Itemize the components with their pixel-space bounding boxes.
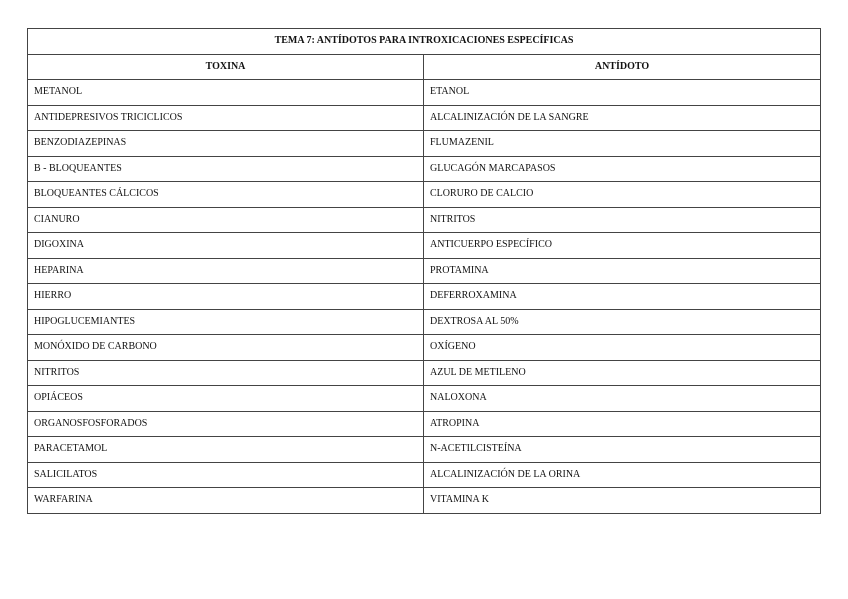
table-row (28, 360, 821, 386)
toxin-cell: B - BLOQUEANTES (28, 156, 424, 182)
antidote-table (27, 28, 821, 514)
table-row (28, 309, 821, 335)
antidote-cell: GLUCAGÓN MARCAPASOS (424, 156, 821, 182)
table-row (28, 105, 821, 131)
toxin-cell: METANOL (28, 80, 424, 106)
table-row (28, 156, 821, 182)
toxin-cell: HIPOGLUCEMIANTES (28, 309, 424, 335)
table-row (28, 207, 821, 233)
table-row (28, 462, 821, 488)
toxin-cell: SALICILATOS (28, 462, 424, 488)
antidote-cell: FLUMAZENIL (424, 131, 821, 157)
table-row (28, 386, 821, 412)
toxin-cell: NITRITOS (28, 360, 424, 386)
antidote-cell: CLORURO DE CALCIO (424, 182, 821, 208)
antidote-cell: DEXTROSA AL 50% (424, 309, 821, 335)
antidote-cell: DEFERROXAMINA (424, 284, 821, 310)
antidote-cell: OXÍGENO (424, 335, 821, 361)
toxin-cell: OPIÁCEOS (28, 386, 424, 412)
column-header-toxina: TOXINA (28, 54, 424, 80)
antidote-cell: ETANOL (424, 80, 821, 106)
toxin-cell: HEPARINA (28, 258, 424, 284)
table-row (28, 411, 821, 437)
toxin-cell: WARFARINA (28, 488, 424, 514)
toxin-cell: PARACETAMOL (28, 437, 424, 463)
table-row (28, 258, 821, 284)
toxin-cell: ANTIDEPRESIVOS TRICICLICOS (28, 105, 424, 131)
table-row (28, 80, 821, 106)
toxin-cell: HIERRO (28, 284, 424, 310)
antidote-cell: PROTAMINA (424, 258, 821, 284)
toxin-cell: BENZODIAZEPINAS (28, 131, 424, 157)
toxin-cell: DIGOXINA (28, 233, 424, 259)
table-row (28, 488, 821, 514)
antidote-cell: NITRITOS (424, 207, 821, 233)
table-row (28, 335, 821, 361)
toxin-cell: BLOQUEANTES CÁLCICOS (28, 182, 424, 208)
table-row (28, 233, 821, 259)
toxin-cell: ORGANOSFOSFORADOS (28, 411, 424, 437)
table-title: TEMA 7: ANTÍDOTOS PARA INTROXICACIONES ESPECÍFICAS (28, 29, 821, 55)
antidote-cell: ALCALINIZACIÓN DE LA ORINA (424, 462, 821, 488)
toxin-cell: MONÓXIDO DE CARBONO (28, 335, 424, 361)
antidote-cell: NALOXONA (424, 386, 821, 412)
antidote-cell: ANTICUERPO ESPECÍFICO (424, 233, 821, 259)
antidote-cell: ATROPINA (424, 411, 821, 437)
table-title-row (28, 29, 821, 55)
table-row (28, 284, 821, 310)
antidote-cell: AZUL DE METILENO (424, 360, 821, 386)
table-row (28, 437, 821, 463)
table-row (28, 182, 821, 208)
antidote-cell: ALCALINIZACIÓN DE LA SANGRE (424, 105, 821, 131)
antidote-cell: VITAMINA K (424, 488, 821, 514)
table-row (28, 131, 821, 157)
toxin-cell: CIANURO (28, 207, 424, 233)
column-header-antidoto: ANTÍDOTO (424, 54, 821, 80)
table-header-row (28, 54, 821, 80)
antidote-cell: N-ACETILCISTEÍNA (424, 437, 821, 463)
